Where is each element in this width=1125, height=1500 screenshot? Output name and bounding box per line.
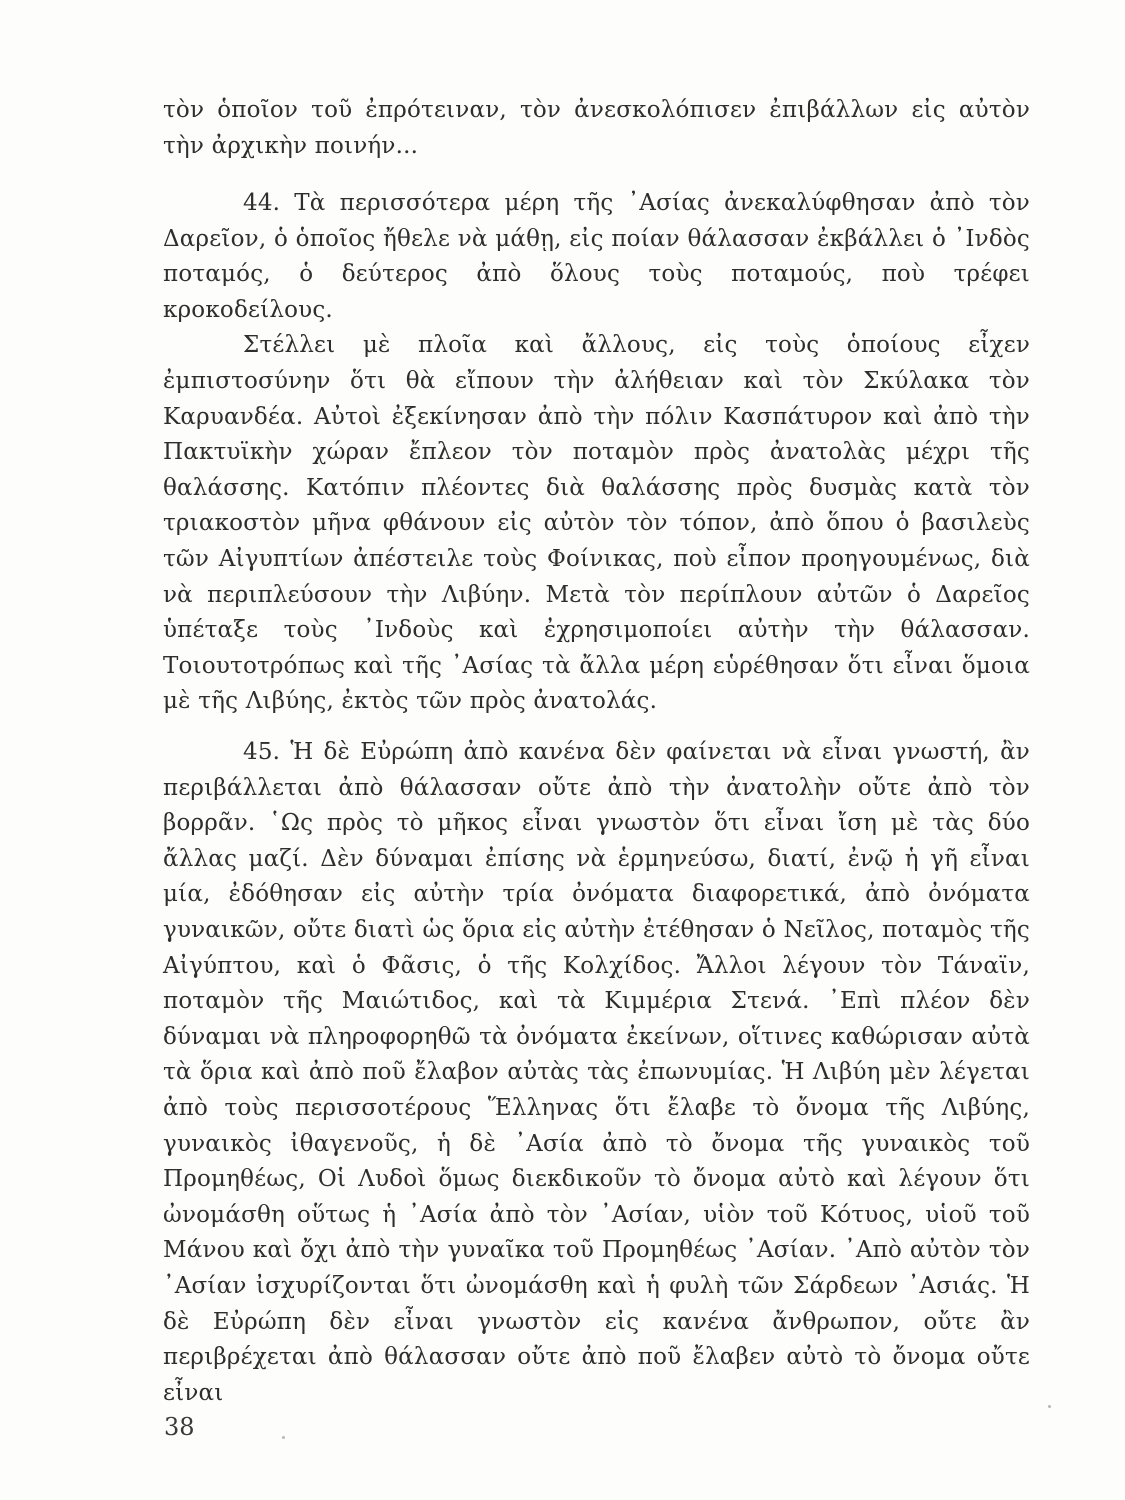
section-45-text-block <box>163 735 1030 1411</box>
paragraph-intro: τὸν ὁποῖον τοῦ ἐπρότειναν, τὸν ἀνεσκολόπισεν ἐπιβάλλων εἰς αὐτὸν τὴν ἀρχικὴν ποινήν... <box>163 97 1030 159</box>
paper-speck <box>282 1436 285 1439</box>
paragraph-44-first: 44. Τὰ περισσότερα μέρη τῆς ᾿Ασίας ἀνεκαλύφθησαν ἀπὸ τὸν Δαρεῖον, ὁ ὁποῖος ἤθελε νὰ μάθῃ, εἰς ποίαν θάλασσαν ἐκβάλλει ὁ ᾿Ινδὸς ποταμός, ὁ δεύτερος ἀπὸ ὅλους τοὺς ποταμούς, ποὺ τρέφει κροκοδείλους. <box>163 190 1030 323</box>
intro-text-block <box>163 93 1030 164</box>
paragraph-45: 45. Ἡ δὲ Εὐρώπη ἀπὸ κανένα δὲν φαίνεται νὰ εἶναι γνωστή, ἂν περιβάλλεται ἀπὸ θάλασσαν οὔτε ἀπὸ τὴν ἀνατολὴν οὔτε ἀπὸ τὸν βορρᾶν. ῾Ως πρὸς τὸ μῆκος εἶναι γνωστὸν ὅτι εἶναι ἴση μὲ τὰς δύο ἄλλας μαζί. Δὲν δύναμαι ἐπίσης νὰ ἑρμηνεύσω, διατί, ἐνῷ ἡ γῆ εἶναι μία, ἐδόθησαν εἰς αὐτὴν τρία ὀνόματα διαφορετικά, ἀπὸ ὀνόματα γυναικῶν, οὔτε διατὶ ὡς ὅρια εἰς αὐτὴν ἐτέθησαν ὁ Νεῖλος, ποταμὸς τῆς Αἰγύπτου, καὶ ὁ Φᾶσις, ὁ τῆς Κολχίδος. Ἄλλοι λέγουν τὸν Τάναϊν, ποταμὸν τῆς Μαιώτιδος, καὶ τὰ Κιμμέρια Στενά. ᾿Επὶ πλέον δὲν δύναμαι νὰ πληροφορηθῶ τὰ ὀνόματα ἐκείνων, οἵτινες καθώρισαν αὐτὰ τὰ ὅρια καὶ ἀπὸ ποῦ ἔλαβον αὐτὰς τὰς ἐπωνυμίας. Ἡ Λιβύη μὲν λέγεται ἀπὸ τοὺς περισσοτέρους Ἕλληνας ὅτι ἔλαβε τὸ ὄνομα τῆς Λιβύης, γυναικὸς ἰθαγενοῦς, ἡ δὲ ᾿Ασία ἀπὸ τὸ ὄνομα τῆς γυναικὸς τοῦ Προμηθέως, Οἱ Λυδοὶ ὅμως διεκδικοῦν τὸ ὄνομα αὐτὸ καὶ λέγουν ὅτι ὠνομάσθη οὕτως ἡ ᾿Ασία ἀπὸ τὸν ᾿Ασίαν, υἱὸν τοῦ Κότυος, υἱοῦ τοῦ Μάνου καὶ ὄχι ἀπὸ τὴν γυναῖκα τοῦ Προμηθέως ᾿Ασίαν. ᾿Απὸ αὐτὸν τὸν ᾿Ασίαν ἰσχυρίζονται ὅτι ὠνομάσθη καὶ ἡ φυλὴ τῶν Σάρδεων ᾿Ασιάς. Ἡ δὲ Εὐρώπη δὲν εἶναι γνωστὸν εἰς κανένα ἄνθρωπον, οὔτε ἂν περιβρέχεται ἀπὸ θάλασσαν οὔτε ἀπὸ ποῦ ἔλαβεν αὐτὸ τὸ ὄνομα οὔτε εἶναι <box>163 739 1030 1406</box>
paper-speck <box>1048 1405 1051 1408</box>
page-number: 38 <box>164 1413 195 1441</box>
section-44-text-block <box>163 186 1030 720</box>
paragraph-44-second: Στέλλει μὲ πλοῖα καὶ ἄλλους, εἰς τοὺς ὁποίους εἶχεν ἐμπιστοσύνην ὅτι θὰ εἴπουν τὴν ἀλήθειαν καὶ τὸν Σκύλακα τὸν Καρυανδέα. Αὐτοὶ ἐξεκίνησαν ἀπὸ τὴν πόλιν Κασπάτυρον καὶ ἀπὸ τὴν Πακτυϊκὴν χώραν ἔπλεον τὸν ποταμὸν πρὸς ἀνατολὰς μέχρι τῆς θαλάσσης. Κατόπιν πλέοντες διὰ θαλάσσης πρὸς δυσμὰς κατὰ τὸν τριακοστὸν μῆνα φθάνουν εἰς αὐτὸν τὸν τόπον, ἀπὸ ὅπου ὁ βασιλεὺς τῶν Αἰγυπτίων ἀπέστειλε τοὺς Φοίνικας, ποὺ εἶπον προηγουμένως, διὰ νὰ περιπλεύσουν τὴν Λιβύην. Μετὰ τὸν περίπλουν αὐτῶν ὁ Δαρεῖος ὑπέταξε τοὺς ᾿Ινδοὺς καὶ ἐχρησιμοποίει αὐτὴν τὴν θάλασσαν. Τοιουτοτρόπως καὶ τῆς ᾿Ασίας τὰ ἄλλα μέρη εὑρέθησαν ὅτι εἶναι ὅμοια μὲ τῆς Λιβύης, ἐκτὸς τῶν πρὸς ἀνατολάς. <box>163 332 1030 715</box>
